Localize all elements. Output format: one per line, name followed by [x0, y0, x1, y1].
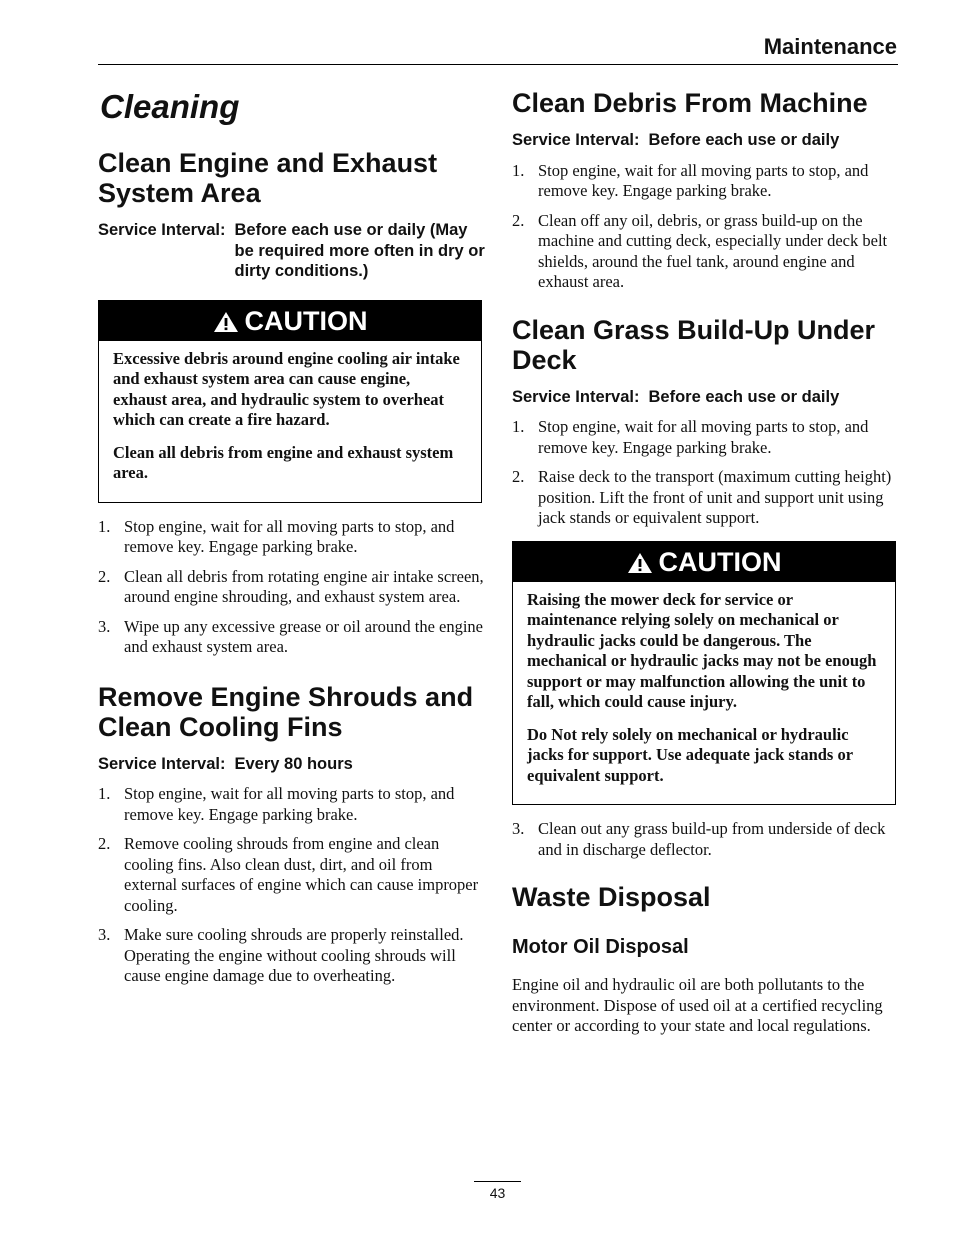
caution-banner — [99, 301, 481, 341]
caution-box — [512, 541, 896, 806]
warning-triangle-icon — [213, 311, 239, 333]
section-heading-waste-disposal: Waste Disposal — [512, 882, 711, 912]
steps-list — [98, 517, 486, 658]
service-interval — [98, 754, 486, 775]
section-heading-engine-shrouds: Remove Engine Shrouds and Clean Cooling Fins — [98, 681, 474, 742]
list-item: 3. Wipe up any excessive grease or oil around the engine and exhaust system area. — [98, 616, 483, 656]
page-title: Cleaning — [100, 88, 240, 125]
list-item: 3. Clean out any grass build-up from underside of deck and in discharge deflector. — [512, 819, 886, 859]
caution-title: CAUTION — [658, 546, 782, 577]
caution-text: Do Not rely solely on mechanical or hydraulic jacks for support. Use adequate jack stands or equivalent support. — [527, 724, 853, 785]
caution-banner — [513, 542, 895, 582]
service-interval-label: Service Interval: — [512, 131, 640, 149]
page-number: 43 — [489, 1185, 506, 1201]
caution-text: Excessive debris around engine cooling air intake and exhaust system area can cause engine, exhaust area, and hydraulic system to overheat which can create a fire hazard. — [113, 348, 460, 429]
subheading-motor-oil: Motor Oil Disposal — [512, 936, 689, 958]
caution-text: Clean all debris from engine and exhaust system area. — [113, 442, 454, 482]
header-divider — [98, 64, 898, 65]
caution-box — [98, 300, 482, 503]
list-item: 1. Stop engine, wait for all moving parts to stop, and remove key. Engage parking brake. — [98, 516, 455, 556]
service-interval-value: Before each use or daily — [648, 387, 840, 406]
list-item: 1. Stop engine, wait for all moving parts to stop, and remove key. Engage parking brake. — [98, 784, 455, 824]
section-heading-clean-debris: Clean Debris From Machine — [512, 88, 868, 118]
caution-body — [513, 582, 895, 805]
service-interval-value: Every 80 hours — [234, 754, 353, 773]
section-heading-engine-exhaust: Clean Engine and Exhaust System Area — [98, 148, 438, 208]
list-item: 1. Stop engine, wait for all moving parts to stop, and remove key. Engage parking brake. — [512, 160, 869, 200]
section-header: Maintenance — [763, 34, 897, 59]
warning-triangle-icon — [627, 552, 653, 574]
service-interval — [512, 130, 900, 151]
service-interval-label: Service Interval: — [98, 754, 226, 773]
service-interval — [98, 220, 486, 282]
motor-oil-text: Engine oil and hydraulic oil are both pollutants to the environment. Dispose of used oil at a certified recycling center or according to your state and local regulations. — [512, 975, 883, 1035]
caution-body — [99, 341, 481, 502]
list-item: 2. Clean off any oil, debris, or grass build-up on the machine and cutting deck, especially under deck belt shields, around the fuel tank, around engine and exhaust area. — [512, 210, 888, 291]
right-column — [512, 88, 900, 1037]
steps-list — [512, 819, 900, 860]
list-item: 2. Clean all debris from rotating engine air intake screen, around engine shrouding, and exhaust system area. — [98, 566, 484, 606]
left-column — [98, 80, 486, 996]
service-interval-value: Before each use or daily — [648, 131, 840, 149]
caution-text: Raising the mower deck for service or maintenance relying solely on mechanical or hydraulic jacks could be dangerous. The mechanical or hydraulic jacks may not be enough support or may malfunction allowing the unit to fall, which could cause injury. — [527, 589, 877, 711]
steps-list — [512, 161, 900, 293]
service-interval — [512, 387, 900, 408]
service-interval-label: Service Interval: — [512, 387, 640, 406]
list-item: 1. Stop engine, wait for all moving parts to stop, and remove key. Engage parking brake. — [512, 417, 869, 457]
section-heading-grass-buildup: Clean Grass Build-Up Under Deck — [512, 314, 876, 375]
footer-divider — [474, 1181, 521, 1182]
caution-title: CAUTION — [244, 305, 368, 336]
steps-list — [98, 784, 486, 987]
list-item: 3. Make sure cooling shrouds are properly reinstalled. Operating the engine without cooling shrouds will cause engine damage due to overheating. — [98, 925, 464, 985]
list-item: 2. Remove cooling shrouds from engine and clean cooling fins. Also clean dust, dirt, and oil from external surfaces of engine which can cause improper cooling. — [98, 834, 479, 915]
service-interval-label: Service Interval: — [98, 221, 226, 239]
service-interval-value: Before each use or daily (May be required more often in dry or dirty conditions.) — [234, 221, 485, 280]
list-item: 2. Raise deck to the transport (maximum cutting height) position. Lift the front of unit and support unit using jack stands or equivalent support. — [512, 467, 892, 527]
steps-list — [512, 417, 900, 529]
